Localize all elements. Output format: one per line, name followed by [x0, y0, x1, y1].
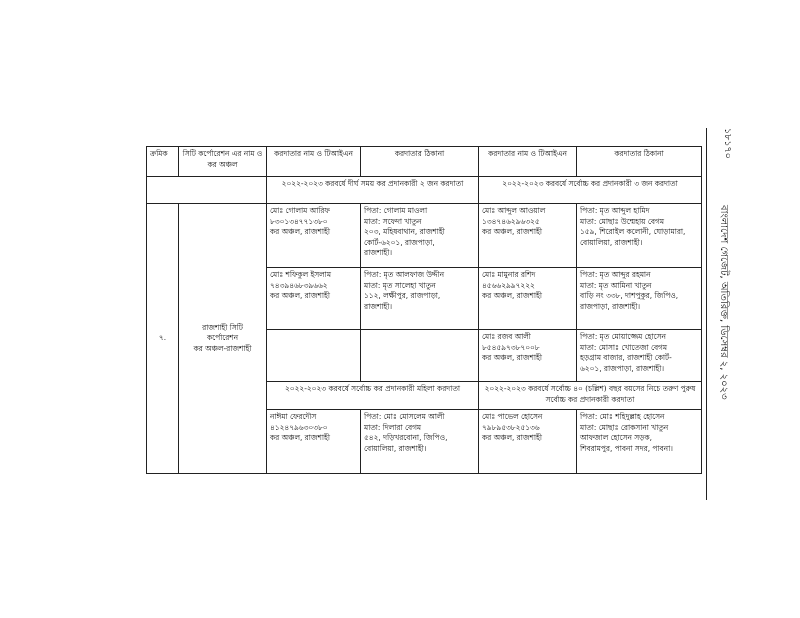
blank-cell — [147, 177, 267, 204]
header-address-a: করদাতার ঠিকানা — [361, 147, 479, 177]
highest-address-1: পিতা: মৃত আব্দুল হামিদ মাতা: মোছাঃ উম্মেহায় বেগম ১৫৯, শিরোইল কলোনী, ঘোড়ামারা, বোয়ালিয়া, রাজশাহী। — [577, 204, 702, 268]
empty-cell — [267, 330, 361, 382]
highest-address-2: পিতা: মৃত আব্দুর রহমান মাতা: মৃত আমিনা খাতুন বাড়ি নং ৩৩৮, দাশপুকুর, জিপিও, রাজপাড়া, রাজশাহী। — [577, 268, 702, 330]
highest-name-1: মোঃ আব্দুল আওয়াল ১৩৪৭৪৬২৯৬৩২৫ কর অঞ্চল, রাজশাহী — [479, 204, 577, 268]
youth-name: মোঃ পাভেল হোসেন ৭৯৮৯৫৩৮২৫১৩৬ কর অঞ্চল, রাজশাহী — [479, 410, 577, 474]
taxpayer-table — [146, 146, 702, 474]
highest-address-3: পিতা: মৃত মোয়াজ্জেম হোসেন মাতা: মোসাঃ খোতেজা বেগম হড়গ্রাম বাজার, রাজশাহী কোর্ট- ৬২০১, রাজপাড়া, রাজশাহী। — [577, 330, 702, 382]
header-name-a: করদাতার নাম ও টিআইএন — [267, 147, 361, 177]
table-row — [147, 204, 702, 268]
header-name-b: করদাতার নাম ও টিআইএন — [479, 147, 577, 177]
header-serial: ক্রমিক — [147, 147, 179, 177]
female-name: নাঈমা ফেরদৌস ৪১২৪৭৯৬৩০৩৮০ কর অঞ্চল, রাজশাহী — [267, 410, 361, 474]
long-term-address-2: পিতা: মৃত আলফাজ উদ্দীন মাতা: মৃত সালেহা খাতুন ১১২, লক্ষীপুর, রাজপাড়া, রাজশাহী। — [361, 268, 479, 330]
serial-cell: ৭. — [147, 204, 179, 474]
long-term-name-2: মোঃ শফিকুল ইসলাম ৭৪৩৯৪৬৮৩৯৬৬২ কর অঞ্চল, রাজশাহী — [267, 268, 361, 330]
female-address: পিতা: মোঃ মোসলেম আলী মাতা: দিলারা বেগম ৫৪২, দড়িখরবোনা, জিপিও, বোয়ালিয়া, রাজশাহী। — [361, 410, 479, 474]
gazette-header: বাংলাদেশ গেজেট, অতিরিক্ত, ডিসেম্বর ২, ২০২৩ — [718, 205, 729, 400]
section-row — [147, 177, 702, 204]
section-highest: ২০২২-২০২৩ করবর্ষে সর্বোচ্চ কর প্রদানকারী ৩ জন করদাতা — [479, 177, 702, 204]
long-term-name-1: মোঃ গোলাম আরিফ ৮৩০১৩৪৭৭১৩৮০ কর অঞ্চল, রাজশাহী — [267, 204, 361, 268]
section-long-term: ২০২২-২০২৩ করবর্ষে দীর্ঘ সময় কর প্রদানকারী ২ জন করদাতা — [267, 177, 479, 204]
margin-rule — [706, 128, 707, 500]
city-cell: রাজশাহী সিটি কর্পোরেশন কর অঞ্চল-রাজশাহী — [179, 204, 267, 474]
table-header-row — [147, 147, 702, 177]
header-city: সিটি কর্পোরেশন এর নাম ও কর অঞ্চল — [179, 147, 267, 177]
highest-name-3: মোঃ রজব আলী ৮৫৪৫৯৭৩৮৭০০৮ কর অঞ্চল, রাজশাহী — [479, 330, 577, 382]
section-youth: ২০২২-২০২৩ করবর্ষে সর্বোচ্চ ৪০ (চল্লিশ) বছর বয়সের নিচে তরুণ পুরুষ সর্বোচ্চ কর প্রদানকারী করদাতা — [479, 382, 702, 410]
section-female: ২০২২-২০২৩ করবর্ষে সর্বোচ্চ কর প্রদানকারী মহিলা করদাতা — [267, 382, 479, 410]
youth-address: পিতা: মোঃ শহিদুল্লাহ হোসেন মাতা: মোছাঃ রোকসানা খাতুন আফজাল হোসেন সড়ক, শিবরামপুর, পাবনা সদর, পাবনা। — [577, 410, 702, 474]
page-number: ১৮১৭০ — [722, 128, 733, 159]
taxpayer-table-wrapper — [146, 146, 701, 473]
highest-name-2: মোঃ মামুনার রশিদ ৪৫৬৬২৯৯৭২২২ কর অঞ্চল, রাজশাহী — [479, 268, 577, 330]
empty-cell — [361, 330, 479, 382]
long-term-address-1: পিতা: গোলাম মাওলা মাতা: সফেদা খাতুন ২০৩, মহিষবাথান, রাজশাহী কোর্ট-৬২০১, রাজপাড়া, রাজশাহী। — [361, 204, 479, 268]
header-address-b: করদাতার ঠিকানা — [577, 147, 702, 177]
